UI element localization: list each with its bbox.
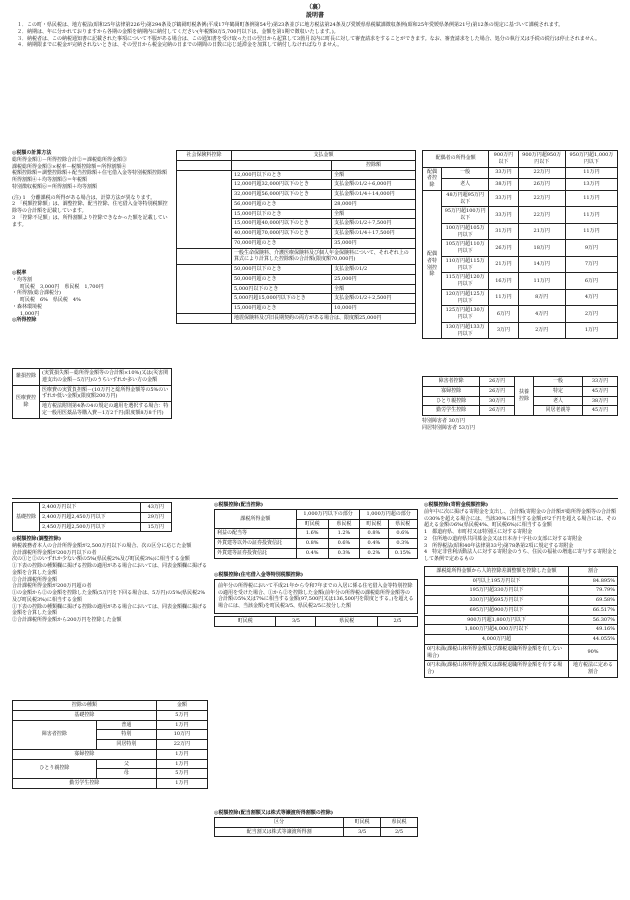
ins-row-amt: 12,000円超32,000円以下のとき [232, 180, 332, 190]
sp-cell: 3万円 [489, 322, 518, 339]
sp-cell: 11万円 [565, 190, 617, 207]
quake-amt: 5,000円以下のとき [232, 284, 332, 294]
medical-text-alt: 地方税法附則第4条の4の規定の適用を選択する場合：特定一般用医薬品等購入費－1万2千円(限度額8万8千円) [40, 402, 172, 419]
fuyo-type: 特定 [534, 386, 583, 396]
calc-note: 2 「税額控除額」は、調整控除、配当控除、住宅借入金等特別税額控除等の合計額を記載しています。 [12, 201, 168, 214]
kifu-range: 0円以上195万円以下 [425, 576, 569, 586]
basic-amt: 43万円 [140, 503, 171, 513]
sp-row-label: 一般 [442, 167, 489, 179]
ins-row-ded: 全額 [332, 209, 416, 219]
sp-cell: 1万円 [565, 322, 617, 339]
fuyo-label: 扶養控除 [515, 377, 534, 416]
fuyo-amt: 33万円 [583, 377, 618, 387]
ins-row-amt: 70,000円超のとき [232, 238, 332, 248]
fuyo-amt: 45万円 [583, 386, 618, 396]
dep-label: ひとり親控除 [423, 396, 480, 406]
sp-cell: 21万円 [518, 223, 565, 240]
sp-cell: 6万円 [489, 306, 518, 323]
basic-amt: 15万円 [140, 522, 171, 532]
misc-title: ◎所得控除 [12, 317, 37, 324]
insurance-table [176, 150, 416, 324]
kifu-range: 330万円超695万円以下 [425, 596, 569, 606]
sp-row-label: 105万円超110万円以下 [442, 240, 489, 257]
sp-cell: 16万円 [489, 273, 518, 290]
ins-row-amt: 15,000円以下のとき [232, 209, 332, 219]
adj-type: 障害者控除 [13, 720, 97, 749]
fuyo-amt: 45万円 [583, 406, 618, 416]
adj-amt: 10万円 [156, 730, 207, 740]
sp-cell: 11万円 [565, 207, 617, 224]
sp-cell: 8万円 [518, 289, 565, 306]
kifu-range: 4,000万円超 [425, 635, 569, 645]
sp-cell: 11万円 [565, 223, 617, 240]
div-cell: 0.6% [328, 539, 360, 549]
adjust-title: ◎税額控除(調整控除) [12, 536, 62, 542]
housing-title: ◎税額控除(住宅借入金等特別税額控除) [214, 572, 304, 578]
housing-text: 前年分の所得税において平成21年から令和7年までの入居に係る住宅借入金等特別控除の適用を受けた場合、①から②を控除した金額(前年分の所得税の課税総所得金額等の合計額の5%又は7%に相当する金額(97,500円又は136,500円を限度とする。)を超える場合には、当該金額)を町民税3/5、県民税2/5に按分した額 [218, 582, 414, 609]
kifu-rate: 地方税法に定める割合 [569, 661, 618, 678]
div-row: 外貨建等証券投資信託 [215, 548, 297, 558]
kifu-range: 695万円超900万円以下 [425, 605, 569, 615]
ins-h1: 社会保険料控除 [177, 151, 232, 161]
calc-title: ◎税額の計算方法 [12, 150, 52, 156]
kifu-range: 1,800万円超4,000万円以下 [425, 625, 569, 635]
kifu-line: 3 所得税法(昭和40年法律第33号)第78条第2項に規定する寄附金 [424, 542, 574, 549]
sp-cell: 38万円 [489, 179, 518, 191]
adjust-line: 合計課税所得金額が200万円超の者 [12, 583, 92, 590]
ins-h2: 支払金額 [232, 151, 416, 161]
kifu-line: 4 特定非営利活動法人に対する寄附金のうち、住民の福祉の増進に寄与する寄附金として条例で定めるもの [424, 549, 618, 562]
adjust-line: ②合計課税所得金額 [12, 576, 58, 583]
haitou-row: 配当割又は株式等譲渡所得割 [215, 827, 344, 837]
adj-type: ひとり親控除 [13, 759, 97, 779]
housing-ratio: 3/5 [276, 616, 316, 626]
ins-row-ded: 28,000円 [332, 199, 416, 209]
adj-type: 勤労学生控除 [13, 779, 157, 789]
rates-title: ◎税率 [12, 270, 27, 276]
zatsu-text: (実質損失額－総所得金額等の合計額×10%)又は(災害関連支出の金額－5万円)のうちいずれか多い方の金額 [40, 369, 172, 386]
sp-cell: 33万円 [489, 167, 518, 179]
calc-line: 税額控除額＝調整控除額＋配当控除額＋住宅借入金等特別税額控除額 [12, 170, 168, 177]
fuyo-amt: 38万円 [583, 396, 618, 406]
intro-item: ２．納期は、年に分かれておりますから各期の金額を納期内に納付してください(年税額8万5,700円以下は、金額を第1期で徴収いたします。)。 [17, 28, 339, 35]
adjust-table [12, 700, 208, 789]
kifu-rate: 56.307% [569, 615, 618, 625]
calc-line: 課税総所得金額③×税率－税額控除額＝所得割額④ [12, 163, 127, 170]
haitou-cell: 3/5 [344, 827, 381, 837]
kifu-range: 0円未満(課税山林所得金額及び課税退職所得金額を有しない場合) [425, 644, 569, 661]
ins-extra2: 地震保険料及び旧長期契約の両方がある場合は、限度額25,000円 [232, 313, 416, 323]
adjust-line: 納税義務者本人の合計所得金額が2,500万円以下の場合、次の区分に応じた金額 [12, 542, 192, 549]
adjust-section [12, 536, 208, 624]
adj-basic-amt: 5万円 [156, 710, 207, 720]
basic-range: 2,450万円超2,500万円以下 [40, 522, 141, 532]
adjust-line: ②合計課税所得金額から200万円を控除した金額 [12, 617, 122, 623]
ins-row-ded: 支払金額の1/2＋7,500円 [332, 219, 416, 229]
dep-label: 寡婦控除 [423, 386, 480, 396]
haitou-h: 区分 [215, 817, 344, 827]
div-cell: 1.6% [296, 529, 328, 539]
div-row: 利益の配当等 [215, 529, 297, 539]
sp-cell: 2万円 [565, 306, 617, 323]
sp-cell: 33万円 [489, 190, 518, 207]
ins-row-ded: 支払金額の1/2＋6,000円 [332, 180, 416, 190]
div-cell: 0.15% [388, 548, 418, 558]
basic-table [12, 502, 172, 532]
page-title: 説明書 [305, 12, 324, 19]
sp-row-label: 100万円超105万円以下 [442, 223, 489, 240]
adjust-line: ①下表の控除の種類欄に掲げる控除の適用がある場合においては、同表金額欄に掲げる金額を合算した金額 [12, 603, 208, 617]
rates-section [12, 270, 172, 324]
sp-cell: 6万円 [565, 273, 617, 290]
kifu-range: 195万円超330万円以下 [425, 586, 569, 596]
intro-item: ３．納税者は、この納税通知書に記載された事項について不服がある場合は、この通知書を受け取った日の翌日から起算して3箇月以内に町長に対して審査請求をすることができます。なお、審査請求をした場合、処分の執行又は手続の続行は停止されません。 [17, 35, 600, 42]
sp-row-label: 95万円超100万円以下 [442, 207, 489, 224]
divider [12, 498, 618, 499]
haitou-cell: 2/5 [381, 827, 418, 837]
div-cell: 0.8% [360, 529, 388, 539]
dep-special-note2: 同居特別障害者 53万円 [422, 424, 475, 431]
sp-cell: 4万円 [565, 289, 617, 306]
basic-range: 2,400万円以下 [40, 503, 141, 513]
quake-amt: 50,000円以下のとき [232, 265, 332, 275]
adj-amt: 22万円 [156, 740, 207, 750]
ins-row-ded: 支払金額の1/4＋17,500円 [332, 229, 416, 239]
dep-special-note: 特別障害者 30万円 [422, 418, 465, 424]
adjust-line: 合計課税所得金額が200万円以下の者 [12, 549, 97, 556]
div-sub: 県民税 [388, 519, 418, 529]
calc-line: 所得割額④＋均等割額⑤＝年税額 [12, 177, 88, 183]
kifu-h: 割合 [569, 566, 618, 576]
quake-amt: 50,000円超のとき [232, 274, 332, 284]
dep-label: 障害者控除 [423, 377, 480, 387]
sp-cell: 31万円 [489, 223, 518, 240]
intro-item: １．この町・県民税は、地方税法(昭和25年法律第226号)第294条及び鶴岡町税条例(平成17年鶴岡町条例第54号)第23条並びに地方税法第24条及び愛媛県県税賦課徴収条例(昭和25年愛媛県条例第21号)第12条の規定に基づいて課税されます。 [17, 22, 564, 28]
calc-section [12, 150, 172, 228]
div-cell: 0.3% [388, 539, 418, 549]
sp-label: 配偶者控除 [423, 167, 442, 190]
quake-amt: 5,000円超15,000円以下のとき [232, 294, 332, 304]
kifu-h: 課税総所得金額から人的控除差調整額を控除した金額 [425, 566, 569, 576]
housing-box [214, 579, 418, 614]
div-cell: 0.2% [360, 548, 388, 558]
sp-col3: 950万円超1,000万円以下 [565, 151, 617, 168]
sp-cell: 9万円 [565, 240, 617, 257]
basic-range: 2,400万円超2,450万円以下 [40, 512, 141, 522]
sp-cell: 11万円 [565, 167, 617, 179]
dividend-title: ◎税額控除(配当控除) [214, 502, 264, 508]
rate-shotoku: ・所得割(総合課税分) [12, 290, 61, 297]
basic-amt: 29万円 [140, 512, 171, 522]
housing-ratio: 2/5 [377, 616, 417, 626]
adj-sub: 特別 [96, 730, 156, 740]
kifu-line: 1 都道府県、市町村又は特別区に対する寄附金 [424, 529, 533, 535]
sp-cell: 26万円 [489, 240, 518, 257]
ins-row-ded: 支払金額の1/4＋14,000円 [332, 190, 416, 200]
medical-label: 医療費控除 [13, 385, 40, 418]
quake-ded: 10,000円 [332, 304, 416, 314]
adjust-line: ①下表の控除の種類欄に掲げる控除の適用がある場合においては、同表金額欄に掲げる金額を合算した金額 [12, 563, 208, 576]
div-row: 外貨建等以外の証券投資信託 [215, 539, 297, 549]
ins-row-amt: 15,000円超40,000円以下のとき [232, 219, 332, 229]
rate-kinto-line: 町民税 3,000円 県民税 1,700円 [20, 283, 104, 290]
kifu-line: 2 住所地の道府県共同募金会又は日本赤十字社の支部に対する寄附金 [424, 535, 583, 542]
kifu-rate: 66.517% [569, 605, 618, 615]
quake-ded: 支払金額の1/2＋2,500円 [332, 294, 416, 304]
sp-cell: 21万円 [489, 256, 518, 273]
fuyo-type: 同居老親等 [534, 406, 583, 416]
sp-cell: 26万円 [518, 179, 565, 191]
ins-row-amt: 56,000円超のとき [232, 199, 332, 209]
sp-cell: 14万円 [518, 256, 565, 273]
haitou-section [214, 810, 418, 837]
haitou-title: ◎税額控除(配当割額又は株式等譲渡所得割額の控除) [214, 810, 334, 816]
adj-sub: 母 [96, 769, 156, 779]
dep-label: 勤労学生控除 [423, 406, 480, 416]
sp-row-label: 老人 [442, 179, 489, 191]
kifu-title: ◎税額控除(寄附金税額控除) [424, 502, 489, 508]
fuyo-type: 一般 [534, 377, 583, 387]
adjust-line: 次の①と②のいずれか少ない額の5%(県民税2%及び町民税3%)に相当する金額 [12, 556, 190, 563]
div-sub: 町民税 [360, 519, 388, 529]
adj-amt: 1万円 [156, 759, 207, 769]
calc-line: 総所得金額①－所得控除合計②＝課税総所得金額③ [12, 156, 128, 163]
dep-cell: 26万円 [480, 406, 515, 416]
dividend-section [214, 502, 418, 559]
page-mark: （裏） [305, 4, 324, 11]
ins-row-ded: 35,000円 [332, 238, 416, 248]
sp-special-label: 配偶者特別控除 [423, 190, 442, 339]
sp-cell: 13万円 [565, 179, 617, 191]
sp-cell: 33万円 [489, 207, 518, 224]
div-cell: 0.4% [360, 539, 388, 549]
sp-row-label: 48万円超95万円以下 [442, 190, 489, 207]
ins-row-ded: 全額 [332, 170, 416, 180]
div-sub: 町民税 [296, 519, 328, 529]
kifu-rate: 79.79% [569, 586, 618, 596]
sp-cell: 11万円 [489, 289, 518, 306]
adjust-line: ①の金額から②の金額を控除した金額(5万円を下回る場合は、5万円)の5%(県民税2%及び町民税3%)に相当する金額 [12, 590, 206, 603]
quake-amt: 15,000円超のとき [232, 304, 332, 314]
ins-extra1: 一般生命保険料、介護医療保険料及び個人年金保険料について、それぞれ上の算式により計算した控除額の合計額(限度額70,000円) [232, 248, 416, 265]
sp-cell: 18万円 [518, 240, 565, 257]
calc-note: (注) 1 分離課税の所得がある場合は、計算方法が異なります。 [12, 194, 156, 201]
kifu-range: 900万円超1,800万円以下 [425, 615, 569, 625]
sp-col2: 900万円超950万円以下 [518, 151, 565, 168]
ins-row-amt: 40,000円超70,000円以下のとき [232, 229, 332, 239]
kifu-rate: 49.16% [569, 625, 618, 635]
housing-split: 県民税 [316, 616, 377, 626]
calc-note: 3 「控除不足額」は、所得割額より控除できなかった額を記載しています。 [12, 214, 168, 228]
adj-amt: 1万円 [156, 720, 207, 730]
div-cell: 0.4% [296, 548, 328, 558]
medical-text: 医療費の実質負担額－(10万円と総所得金額等の5%のいずれか低い金額)(限度額200万円) [40, 385, 172, 402]
dep-cell: 26万円 [480, 377, 515, 387]
adj-sub: 普通 [96, 720, 156, 730]
div-sub: 県民税 [328, 519, 360, 529]
sp-row-label: 125万円超130万円以下 [442, 306, 489, 323]
haitou-h: 町民税 [344, 817, 381, 827]
div-h: 1,000万円超の部分 [360, 509, 418, 519]
fuyo-type: 老人 [534, 396, 583, 406]
adj-amt: 1万円 [156, 749, 207, 759]
dependents-table [422, 376, 618, 432]
ins-row-amt: 32,000円超56,000円以下のとき [232, 190, 332, 200]
sp-cell: 22万円 [518, 207, 565, 224]
rate-shotoku-line: 町民税 6% 県民税 4% [20, 297, 81, 303]
sp-cell: 4万円 [518, 306, 565, 323]
adj-sub: 父 [96, 759, 156, 769]
sp-row-label: 115万円超120万円以下 [442, 273, 489, 290]
sp-col0: 配偶者の所得金額 [423, 151, 489, 168]
sp-cell: 7万円 [565, 256, 617, 273]
rate-forest-amt: 1,000円 [20, 310, 40, 317]
kifu-range: 0円未満(課税山林所得金額又は課税退職所得金額を有する場合) [425, 661, 569, 678]
housing-split: 町民税 [215, 616, 276, 626]
kifu-line: 前年中に次に掲げる寄附金を支出し、合計額(寄附金の合計額が総所得金額等の合計額の30%を超える場合には、当該30%に相当する金額)が2千円を超える場合には、その超える金額の6%(県民税4%、町民税6%)に相当する金額 [424, 508, 617, 529]
sp-cell: 22万円 [518, 190, 565, 207]
quake-ded: 全額 [332, 284, 416, 294]
zatsu-label: 雑損控除 [13, 369, 40, 386]
ins-row-amt: 12,000円以下のとき [232, 170, 332, 180]
adj-basic: 基礎控除 [13, 710, 157, 720]
calc-line: 特別徴収税額⑥＝所得割額＋均等割額 [12, 183, 98, 190]
sp-cell: 11万円 [518, 273, 565, 290]
zatsu-table [12, 368, 172, 419]
div-cell: 0.3% [328, 548, 360, 558]
housing-section [214, 572, 418, 627]
quake-ded: 支払金額の1/2 [332, 265, 416, 275]
ins-h3: 控除額 [332, 160, 416, 170]
kifu-rate: 69.58% [569, 596, 618, 606]
spouse-table [422, 150, 618, 339]
sp-cell: 2万円 [518, 322, 565, 339]
intro-item: ４．納期限までに税金が完納されないときは、その翌日から税金完納の日までの期間の日数に応じ延滞金を加算して納付しなければなりません。 [17, 42, 343, 49]
intro-paragraphs [12, 22, 618, 49]
adj-type: 寡婦控除 [13, 749, 157, 759]
div-h: 課税所得金額 [215, 509, 297, 529]
dep-cell: 30万円 [480, 396, 515, 406]
kifu-rate: 44.055% [569, 635, 618, 645]
kifu-rate: 90% [569, 644, 618, 661]
sp-row-label: 110万円超115万円以下 [442, 256, 489, 273]
sp-row-label: 130万円超133万円以下 [442, 322, 489, 339]
kifu-section [424, 502, 618, 678]
div-h: 1,000万円以下の部分 [296, 509, 359, 519]
div-cell: 0.6% [388, 529, 418, 539]
quake-ded: 25,000円 [332, 274, 416, 284]
adj-sub: 同居特別 [96, 740, 156, 750]
adj-h: 控除の種類 [13, 701, 157, 711]
basic-label: 基礎控除 [13, 503, 40, 532]
rate-forest: ・森林環境税 [12, 303, 43, 310]
div-cell: 0.8% [296, 539, 328, 549]
rate-kinto: ・均等割 [12, 276, 33, 283]
adj-amt: 1万円 [156, 779, 207, 789]
sp-row-label: 120万円超125万円以下 [442, 289, 489, 306]
haitou-h: 県民税 [381, 817, 418, 827]
adj-h: 金額 [156, 701, 207, 711]
sp-col1: 900万円以下 [489, 151, 518, 168]
sp-cell: 22万円 [518, 167, 565, 179]
div-cell: 1.2% [328, 529, 360, 539]
kifu-rate: 84.895% [569, 576, 618, 586]
adj-amt: 5万円 [156, 769, 207, 779]
dep-cell: 26万円 [480, 386, 515, 396]
